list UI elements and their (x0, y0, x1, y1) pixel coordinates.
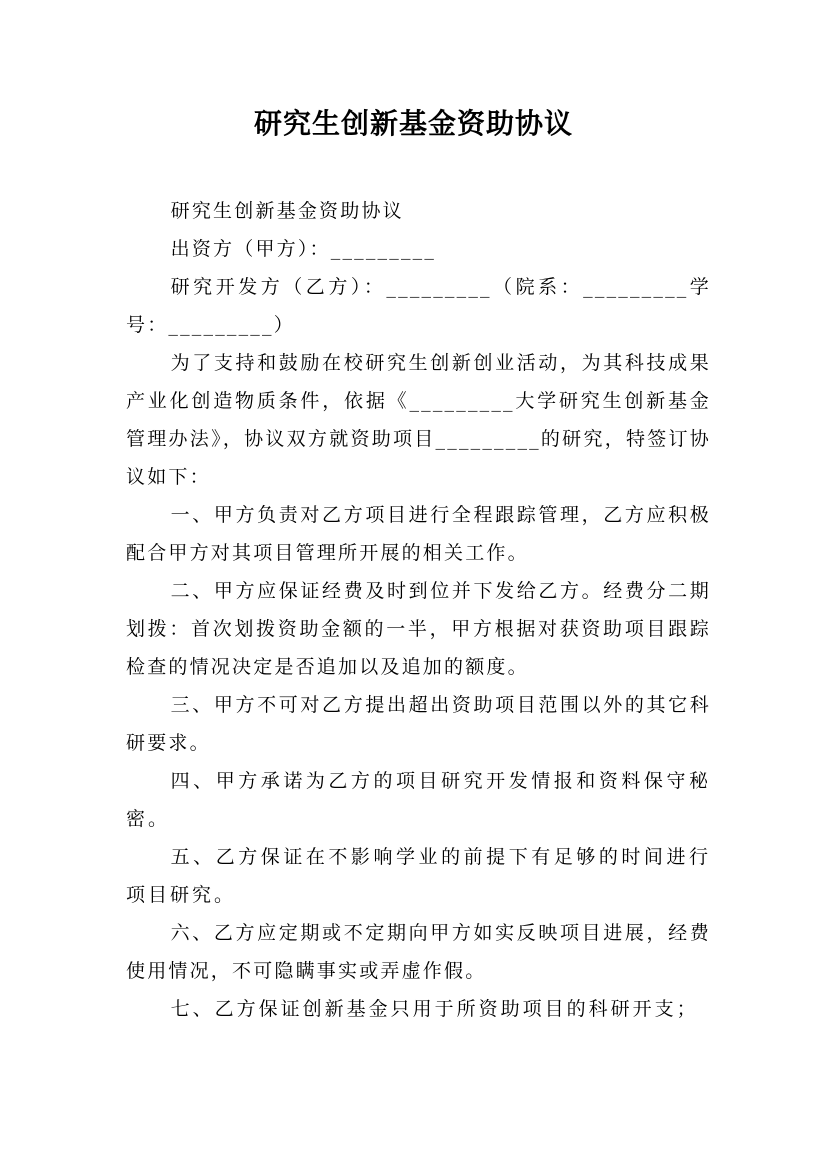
document-body (126, 192, 711, 1028)
paragraph-clause-4: 四、甲方承诺为乙方的项目研究开发情报和资料保守秘密。 (126, 770, 711, 830)
paragraph-clause-2: 二、甲方应保证经费及时到位并下发给乙方。经费分二期划拨：首次划拨资助金额的一半，甲方根据对获资助项目跟踪检查的情况决定是否追加以及追加的额度。 (126, 580, 711, 678)
paragraph-preamble: 为了支持和鼓励在校研究生创新创业活动，为其科技成果产业化创造物质条件，依据《_________大学研究生创新基金管理办法》，协议双方就资助项目_________的研究，特签订协议如下： (126, 352, 711, 488)
paragraph-subtitle: 研究生创新基金资助协议 (170, 200, 404, 222)
paragraph-clause-1: 一、甲方负责对乙方项目进行全程跟踪管理，乙方应积极配合甲方对其项目管理所开展的相关工作。 (126, 504, 711, 564)
paragraph-clause-3: 三、甲方不可对乙方提出超出资助项目范围以外的其它科研要求。 (126, 694, 711, 754)
document-title: 研究生创新基金资助协议 (253, 107, 573, 140)
paragraph-clause-5: 五、乙方保证在不影响学业的前提下有足够的时间进行项目研究。 (126, 846, 711, 906)
paragraph-party-b: 研究开发方（乙方）：_________（院系：_________学号：_________） (126, 276, 711, 336)
paragraph-clause-7: 七、乙方保证创新基金只用于所资助项目的科研开支； (170, 998, 699, 1020)
paragraph-clause-6: 六、乙方应定期或不定期向甲方如实反映项目进展，经费使用情况，不可隐瞒事实或弄虚作假。 (126, 922, 711, 982)
paragraph-party-a: 出资方（甲方）：_________ (170, 238, 437, 260)
